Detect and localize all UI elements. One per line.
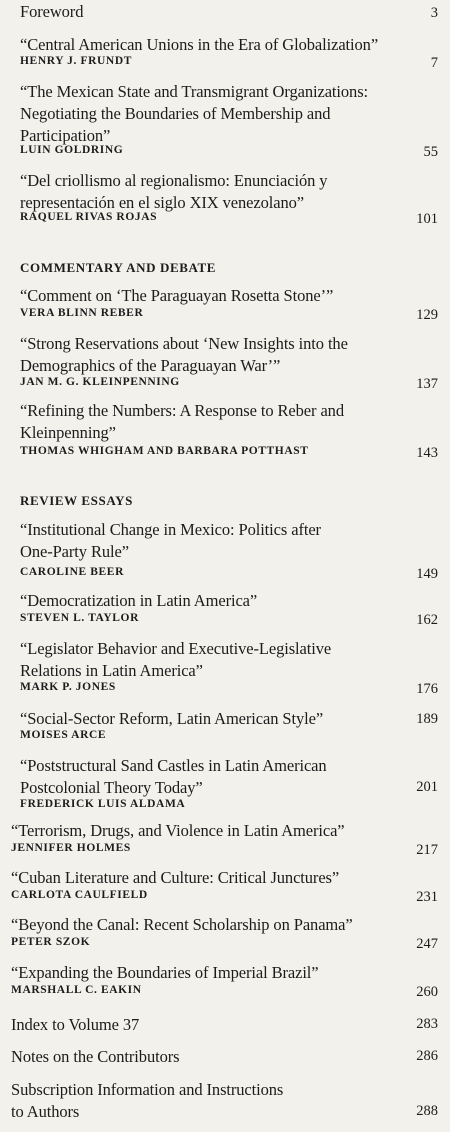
page-number: 283 [416,1016,438,1032]
page-number: 162 [416,612,438,628]
toc-title: “Expanding the Boundaries of Imperial Brazil” [11,963,319,982]
toc-title: One-Party Rule” [20,542,129,561]
section-heading: COMMENTARY AND DEBATE [20,260,217,275]
toc-title: Relations in Latin America” [20,661,203,680]
author-name: CARLOTA CAULFIELD [11,889,148,901]
page-number: 3 [430,5,438,21]
page-number: 247 [416,936,438,952]
page-number: 7 [430,55,438,71]
toc-title: “Strong Reservations about ‘New Insights into the [20,334,348,353]
page-number: 143 [416,445,438,461]
author-name: VERA BLINN REBER [20,307,144,319]
author-name: RAQUEL RIVAS ROJAS [20,211,158,223]
toc-title: Subscription Information and Instructions [11,1080,284,1099]
page-number: 101 [416,211,438,227]
toc-title: “Central American Unions in the Era of Globalization” [20,35,379,54]
toc-title: representación en el siglo XIX venezolano” [20,193,304,212]
author-name: JENNIFER HOLMES [11,842,131,854]
toc-title: Kleinpenning” [20,423,116,442]
author-name: STEVEN L. TAYLOR [20,612,139,624]
toc-title: Negotiating the Boundaries of Membership and [20,104,331,123]
author-name: THOMAS WHIGHAM AND BARBARA POTTHAST [20,445,309,457]
toc-title: “Cuban Literature and Culture: Critical Junctures” [11,868,340,887]
author-name: MARSHALL C. EAKIN [11,984,142,996]
toc-title: “Democratization in Latin America” [20,591,258,610]
page-number: 286 [416,1048,438,1064]
toc-title: “Legislator Behavior and Executive-Legislative [20,639,332,658]
toc-title: Foreword [20,2,84,21]
author-name: PETER SZOK [11,936,91,948]
page-number: 201 [416,779,438,795]
section-heading: REVIEW ESSAYS [20,493,133,508]
toc-title: “Del criollismo al regionalismo: Enunciación y [20,171,328,190]
toc-title: “Terrorism, Drugs, and Violence in Latin America” [11,821,345,840]
toc-title: Postcolonial Theory Today” [20,778,203,797]
toc-title: Demographics of the Paraguayan War’” [20,356,281,375]
toc-title: Participation” [20,126,111,145]
author-name: FREDERICK LUIS ALDAMA [20,798,186,810]
author-name: CAROLINE BEER [20,566,124,578]
toc-title: “Institutional Change in Mexico: Politics after [20,520,321,539]
page-number: 260 [416,984,438,1000]
toc-title: “Beyond the Canal: Recent Scholarship on Panama” [11,915,353,934]
author-name: HENRY J. FRUNDT [20,55,132,67]
page-number: 231 [416,889,438,905]
toc-title: “Comment on ‘The Paraguayan Rosetta Stone’” [20,286,334,305]
page-number: 149 [416,566,438,582]
page-number: 176 [416,681,438,697]
toc-title: “The Mexican State and Transmigrant Organizations: [20,82,368,101]
page-number: 217 [416,842,438,858]
toc-title: to Authors [11,1102,80,1121]
page-number: 288 [416,1103,438,1119]
page-number: 129 [416,307,438,323]
author-name: JAN M. G. KLEINPENNING [20,376,180,388]
page-number: 189 [416,711,438,727]
author-name: LUIN GOLDRING [20,144,124,156]
toc-title: “Poststructural Sand Castles in Latin American [20,756,327,775]
toc-title: Index to Volume 37 [11,1015,140,1034]
toc-title: “Social-Sector Reform, Latin American Style” [20,709,324,728]
author-name: MOISES ARCE [20,729,107,741]
author-name: MARK P. JONES [20,681,116,693]
toc-title: “Refining the Numbers: A Response to Reber and [20,401,344,420]
page-number: 55 [423,144,438,160]
toc-title: Notes on the Contributors [11,1047,180,1066]
page-number: 137 [416,376,438,392]
